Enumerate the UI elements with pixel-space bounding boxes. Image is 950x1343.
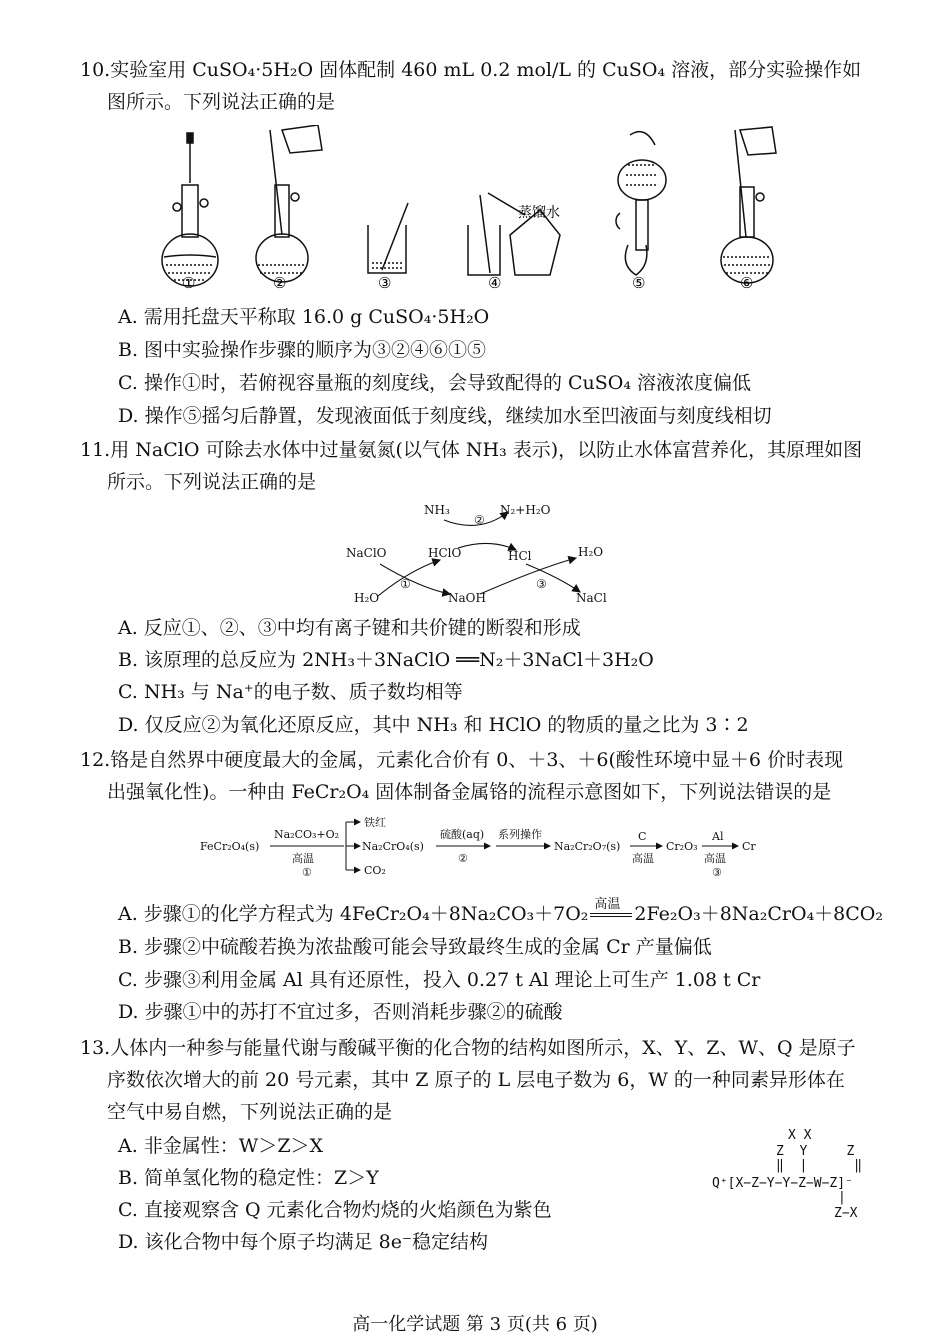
q12-stem-line1: 12.铬是自然界中硬度最大的金属，元素化合价有 0、＋3、＋6(酸性环境中显＋6 价时表现 [80,749,844,771]
q13-option-d: D. 该化合物中每个原子均满足 8e⁻稳定结构 [118,1231,489,1253]
flow-final: Cr [742,840,756,853]
q13-stem-line3: 空气中易自燃，下列说法正确的是 [107,1101,393,1123]
volumetric-flask-dropper-icon [162,133,218,286]
q11-stem-line2: 所示。下列说法正确的是 [107,471,317,493]
flow-op: 系列操作 [498,828,542,841]
diagram-nh3: NH₃ [424,503,450,517]
q11-reaction-diagram [340,498,630,610]
q10-stem-line1: 10.实验室用 CuSO₄·5H₂O 固体配制 460 mL 0.2 mol/L 的 CuSO₄ 溶液，部分实验操作如 [80,59,862,81]
flow-start: FeCr₂O₄(s) [200,840,260,853]
flow-reagent2: 硫酸(aq) [440,828,485,841]
q12-option-d: D. 步骤①中的苏打不宜过多，否则消耗步骤②的硫酸 [118,1001,563,1023]
dissolve-beaker-icon [368,203,408,273]
fig-label-6: ⑥ [740,274,754,292]
structure-row5: | [838,1190,846,1205]
q10-option-b: B. 图中实验操作步骤的顺序为③②④⑥①⑤ [118,339,487,361]
q12-option-a [118,897,883,928]
q10-option-c: C. 操作①时，若俯视容量瓶的刻度线，会导致配得的 CuSO₄ 溶液浓度偏低 [118,372,752,394]
q11-option-c: C. NH₃ 与 Na⁺的电子数、质子数均相等 [118,681,463,703]
q10-option-a: A. 需用托盘天平称取 16.0 g CuSO₄·5H₂O [118,306,490,328]
diagram-hcl: HCl [508,549,532,563]
q12-option-a-cond-text: 高温 [594,897,621,912]
flow-product2: Na₂Cr₂O₇(s) [554,840,621,853]
diagram-naclo: NaClO [346,546,387,560]
flow-step2: ② [458,852,468,865]
q10-option-d: D. 操作⑤摇匀后静置，发现液面低于刻度线，继续加水至凹液面与刻度线相切 [118,405,772,427]
q12-flow-diagram [196,810,766,886]
flow-product3: Cr₂O₃ [666,840,698,853]
structure-row3: ‖ | ‖ [776,1158,863,1173]
structure-row2: Z Y Z [776,1144,855,1159]
flow-byproduct1: 铁红 [364,816,386,829]
fig-label-5: ⑤ [632,274,646,292]
q13-option-b: B. 简单氢化物的稳定性：Z＞Y [118,1167,379,1189]
q13-option-c: C. 直接观察含 Q 元素化合物灼烧的火焰颜色为紫色 [118,1199,552,1221]
diagram-hclo: HClO [428,546,462,560]
transfer-flask-icon [256,125,322,282]
q12-option-b: B. 步骤②中硫酸若换为浓盐酸可能会导致最终生成的金属 Cr 产量偏低 [118,936,712,958]
q10-stem-line2: 图所示。下列说法正确的是 [107,91,336,113]
diagram-n2-h2o: N₂+H₂O [500,503,551,517]
final-transfer-flask-icon [721,127,776,283]
q12-stem-line2: 出强氧化性)。一种由 FeCr₂O₄ 固体制备金属铬的流程示意图如下，下列说法错误的是 [107,781,832,803]
flow-step3: ③ [712,866,722,879]
fig-label-2: ② [273,274,287,292]
flow-reagent4: Al [712,830,724,843]
q11-stem-line1: 11.用 NaClO 可除去水体中过量氨氮(以气体 NH₃ 表示)，以防止水体富营养化，其原理如图 [80,439,863,461]
q12-option-c: C. 步骤③利用金属 Al 具有还原性，投入 0.27 t Al 理论上可生产 1.08 t Cr [118,969,761,991]
flow-step1: ① [302,866,312,879]
diagram-step3: ③ [536,577,547,591]
flow-cond1: 高温 [292,852,314,865]
diagram-h2o-right: H₂O [578,545,604,559]
q13-stem-line1: 13.人体内一种参与能量代谢与酸碱平衡的化合物的结构如图所示，X、Y、Z、W、Q 是原子 [80,1037,856,1059]
fig-label-1: ① [182,274,196,292]
flow-byproduct2: CO₂ [364,864,386,877]
q13-stem-line2: 序数依次增大的前 20 号元素，其中 Z 原子的 L 层电子数为 6，W 的一种同素异形体在 [107,1069,845,1091]
fig-label-4: ④ [488,274,502,292]
q13-structure-figure [712,1128,892,1233]
q12-option-a-right: 2Fe₂O₃＋8Na₂CrO₄＋8CO₂ [634,903,883,925]
page-footer: 高一化学试题 第 3 页(共 6 页) [352,1314,598,1335]
q11-option-b: B. 该原理的总反应为 2NH₃＋3NaClO ══N₂＋3NaCl＋3H₂O [118,649,654,671]
flow-reagent1: Na₂CO₃+O₂ [274,828,340,841]
flow-cond3: 高温 [632,852,654,865]
shake-flask-icon [616,132,666,275]
flow-cond4: 高温 [704,852,726,865]
distilled-water-label: 蒸馏水 [518,205,560,221]
diagram-nacl: NaCl [576,591,607,605]
structure-top: X X [788,1128,812,1143]
q12-option-a-condition [588,897,634,925]
q13-option-a: A. 非金属性：W＞Z＞X [118,1135,324,1157]
diagram-naoh: NaOH [448,591,486,605]
q10-apparatus-figure [150,125,800,300]
q12-option-a-left: A. 步骤①的化学方程式为 4FeCr₂O₄＋8Na₂CO₃＋7O₂ [118,903,589,925]
structure-main: Q⁺[X−Z−Y−Y−Z−W−Z]⁻ [712,1176,853,1191]
flow-reagent3: C [638,830,647,843]
structure-bottom: Z−X [834,1206,858,1221]
fig-label-3: ③ [378,274,392,292]
diagram-step1: ① [400,577,411,591]
diagram-h2o-left: H₂O [354,591,380,605]
diagram-step2: ② [474,513,485,527]
q11-option-d: D. 仅反应②为氧化还原反应，其中 NH₃ 和 HClO 的物质的量之比为 3∶2 [118,714,749,736]
flow-product1: Na₂CrO₄(s) [362,840,424,853]
q11-option-a: A. 反应①、②、③中均有离子键和共价键的断裂和形成 [118,617,581,639]
